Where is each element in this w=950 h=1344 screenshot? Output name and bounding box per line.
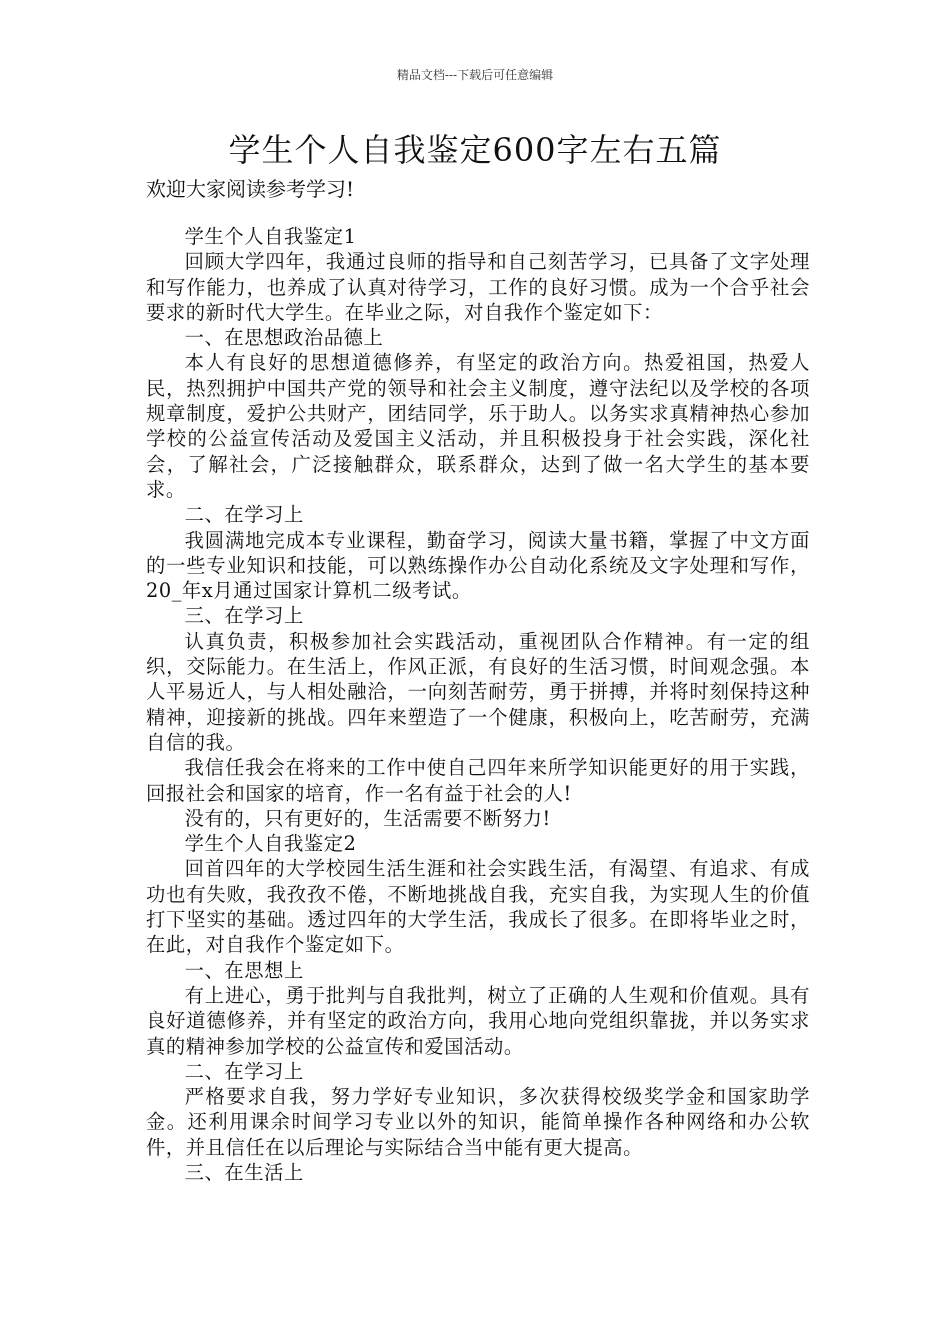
subsection-heading: 三、在生活上 (184, 1160, 304, 1184)
paragraph: 本人有良好的思想道德修养，有坚定的政治方向。热爱祖国，热爱人民，热烈拥护中国共产党的领导和社会主义制度，遵守法纪以及学校的各项规章制度，爱护公共财产，团结同学，乐于助人。以务实求真精神热心参加学校的公益宣传活动及爱国主义活动，并且积极投身于社会实践，深化社会，了解社会，广泛接触群众，联系群众，达到了做一名大学生的基本要求。 (146, 351, 810, 501)
subsection-heading: 二、在学习上 (184, 1059, 304, 1083)
paragraph: 我信任我会在将来的工作中使自己四年来所学知识能更好的用于实践，回报社会和国家的培育，作一名有益于社会的人! (146, 756, 810, 805)
subsection-heading: 三、在学习上 (184, 604, 304, 628)
section-heading: 学生个人自我鉴定2 (184, 832, 357, 856)
subsection-heading: 二、在学习上 (184, 503, 304, 527)
document-body (146, 224, 810, 1185)
paragraph: 回首四年的大学校园生活生涯和社会实践生活，有渴望、有追求、有成功也有失败，我孜孜不倦，不断地挑战自我，充实自我，为实现人生的价值打下坚实的基础。透过四年的大学生活，我成长了很多。在即将毕业之时，在此，对自我作个鉴定如下。 (146, 857, 810, 957)
paragraph: 我圆满地完成本专业课程，勤奋学习，阅读大量书籍，掌握了中文方面的一些专业知识和技能，可以熟练操作办公自动化系统及文字处理和写作，20_年x月通过国家计算机二级考试。 (146, 528, 810, 603)
paragraph: 没有的，只有更好的，生活需要不断努力! (184, 806, 551, 830)
paragraph: 回顾大学四年，我通过良师的指导和自己刻苦学习，已具备了文字处理和写作能力，也养成了认真对待学习，工作的良好习惯。成为一个合乎社会要求的新时代大学生。在毕业之际，对自我作个鉴定如下： (146, 250, 810, 324)
paragraph: 有上进心，勇于批判与自我批判，树立了正确的人生观和价值观。具有良好道德修养，并有坚定的政治方向，我用心地向党组织靠拢，并以务实求真的精神参加学校的公益宣传和爱国活动。 (146, 983, 810, 1058)
section-heading: 学生个人自我鉴定1 (184, 225, 357, 248)
subsection-heading: 一、在思想上 (184, 958, 304, 982)
paragraph: 严格要求自我，努力学好专业知识，多次获得校级奖学金和国家助学金。还利用课余时间学习专业以外的知识，能简单操作各种网络和办公软件，并且信任在以后理论与实际结合当中能有更大提高。 (146, 1085, 810, 1159)
paragraph: 认真负责，积极参加社会实践活动，重视团队合作精神。有一定的组织，交际能力。在生活上，作风正派，有良好的生活习惯，时间观念强。本人平易近人，与人相处融洽，一向刻苦耐劳，勇于拼搏，并将时刻保持这种精神，迎接新的挑战。四年来塑造了一个健康，积极向上，吃苦耐劳，充满自信的我。 (146, 629, 810, 754)
intro-line: 欢迎大家阅读参考学习! (146, 177, 355, 201)
header-note: 精品文档---下载后可任意编辑 (396, 68, 554, 82)
document-title: 学生个人自我鉴定600字左右五篇 (228, 131, 722, 169)
subsection-heading: 一、在思想政治品德上 (184, 326, 384, 350)
